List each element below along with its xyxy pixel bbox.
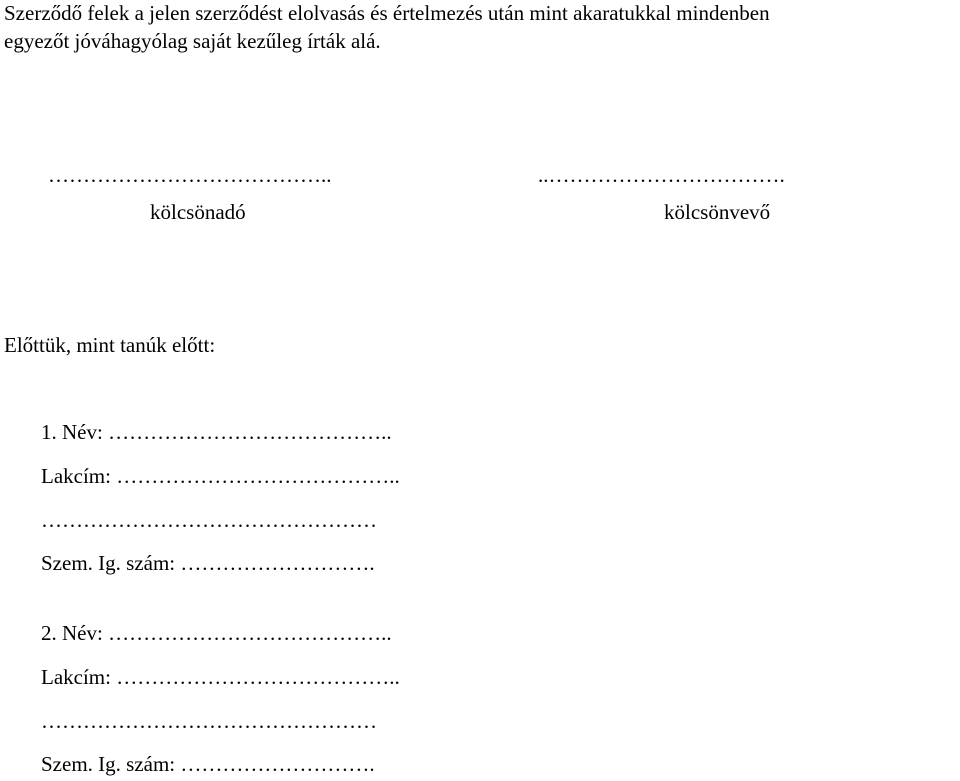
witness-1-id-number-line: Szem. Ig. szám: ……………………….: [41, 551, 375, 575]
witness-2-name-line: 2. Név: …………………………………..: [41, 621, 392, 645]
lender-label: kölcsönadó: [150, 200, 246, 224]
borrower-signature-line: ..…………………………….: [538, 163, 785, 187]
witness-heading: Előttük, mint tanúk előtt:: [4, 333, 216, 357]
closing-text-line-2: egyezőt jóváhagyólag saját kezűleg írták alá.: [4, 29, 381, 53]
witness-2-address-line: Lakcím: …………………………………..: [41, 665, 400, 689]
witness-2-address-line-2: …………………………………………: [41, 709, 377, 733]
witness-2-id-number-line: Szem. Ig. szám: ……………………….: [41, 752, 375, 776]
witness-1-name-line: 1. Név: …………………………………..: [41, 420, 392, 444]
witness-1-address-line-2: …………………………………………: [41, 508, 377, 532]
witness-1-address-line: Lakcím: …………………………………..: [41, 464, 400, 488]
closing-text-line-1: Szerződő felek a jelen szerződést elolvasás és értelmezés után mint akaratukkal mindenben: [4, 1, 770, 25]
lender-signature-line: …………………………………..: [48, 163, 332, 187]
borrower-label: kölcsönvevő: [664, 200, 771, 224]
